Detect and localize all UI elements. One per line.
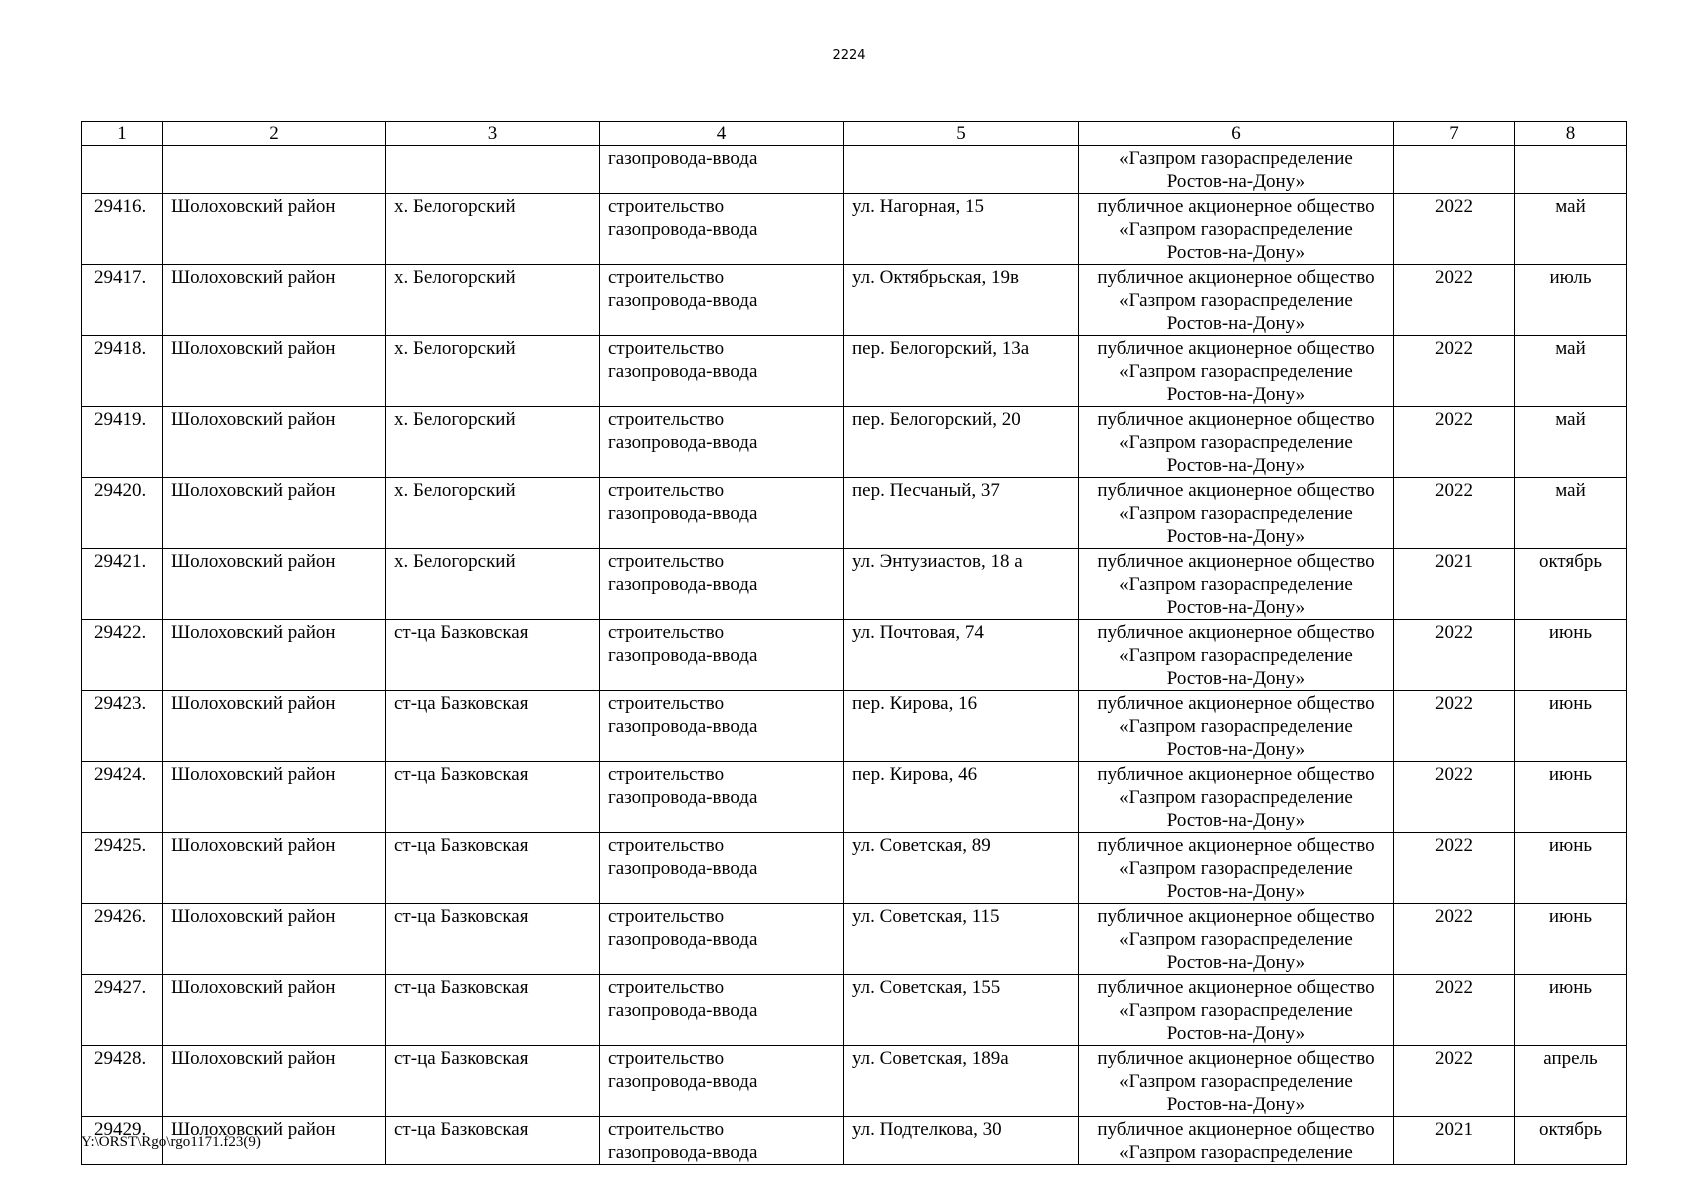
cell-work-line: газопровода-ввода <box>608 1000 758 1021</box>
cell-year: 2022 <box>1394 691 1515 762</box>
cell-organization-line: публичное акционерное общество <box>1097 622 1375 643</box>
cell-organization <box>1079 478 1394 549</box>
column-header: 4 <box>600 122 844 146</box>
cell-number: 29422. <box>82 620 163 691</box>
cell-work <box>600 407 844 478</box>
cell-month: май <box>1515 194 1627 265</box>
column-header: 5 <box>844 122 1079 146</box>
cell-address: ул. Энтузиастов, 18 а <box>844 549 1079 620</box>
table-row <box>82 904 1627 975</box>
cell-organization-line: «Газпром газораспределение <box>1119 148 1353 169</box>
cell-number: 29416. <box>82 194 163 265</box>
cell-month: май <box>1515 336 1627 407</box>
table-row <box>82 975 1627 1046</box>
cell-number: 29427. <box>82 975 163 1046</box>
cell-year: 2022 <box>1394 833 1515 904</box>
cell-organization-line: публичное акционерное общество <box>1097 835 1375 856</box>
cell-year: 2022 <box>1394 265 1515 336</box>
table-row <box>82 762 1627 833</box>
cell-organization-line: Ростов-на-Дону» <box>1166 242 1306 263</box>
cell-organization-line: Ростов-на-Дону» <box>1166 384 1306 405</box>
cell-organization-line: Ростов-на-Дону» <box>1166 526 1306 547</box>
table-row <box>82 833 1627 904</box>
cell-district: Шолоховский район <box>163 407 386 478</box>
cell-organization-line: публичное акционерное общество <box>1097 906 1375 927</box>
cell-organization-line: публичное акционерное общество <box>1097 764 1375 785</box>
cell-work-line: строительство <box>608 977 725 998</box>
cell-number: 29420. <box>82 478 163 549</box>
cell-number: 29423. <box>82 691 163 762</box>
cell-district: Шолоховский район <box>163 478 386 549</box>
cell-settlement: ст-ца Базковская <box>386 1046 600 1117</box>
cell-work <box>600 904 844 975</box>
cell-year <box>1394 146 1515 194</box>
cell-work-line: газопровода-ввода <box>608 219 758 240</box>
cell-organization <box>1079 904 1394 975</box>
cell-work-line: строительство <box>608 906 725 927</box>
cell-work-line: строительство <box>608 622 725 643</box>
cell-work <box>600 1117 844 1165</box>
column-header: 7 <box>1394 122 1515 146</box>
cell-organization-line: Ростов-на-Дону» <box>1166 171 1306 192</box>
cell-year: 2022 <box>1394 1046 1515 1117</box>
cell-number: 29429. <box>82 1117 163 1165</box>
cell-work-line: газопровода-ввода <box>608 148 758 169</box>
cell-year: 2022 <box>1394 904 1515 975</box>
cell-work <box>600 336 844 407</box>
cell-year: 2022 <box>1394 620 1515 691</box>
cell-address: ул. Подтелкова, 30 <box>844 1117 1079 1165</box>
cell-address: ул. Советская, 115 <box>844 904 1079 975</box>
cell-month: май <box>1515 407 1627 478</box>
cell-number: 29426. <box>82 904 163 975</box>
cell-work <box>600 762 844 833</box>
cell-address: ул. Почтовая, 74 <box>844 620 1079 691</box>
cell-number: 29419. <box>82 407 163 478</box>
cell-organization <box>1079 691 1394 762</box>
cell-organization-line: Ростов-на-Дону» <box>1166 952 1306 973</box>
cell-work-line: газопровода-ввода <box>608 361 758 382</box>
cell-address: ул. Советская, 155 <box>844 975 1079 1046</box>
cell-month: июль <box>1515 265 1627 336</box>
cell-settlement: ст-ца Базковская <box>386 691 600 762</box>
column-header: 3 <box>386 122 600 146</box>
cell-organization-line: Ростов-на-Дону» <box>1166 313 1306 334</box>
cell-address: пер. Кирова, 16 <box>844 691 1079 762</box>
cell-organization-line: Ростов-на-Дону» <box>1166 597 1306 618</box>
column-header: 2 <box>163 122 386 146</box>
cell-work-line: газопровода-ввода <box>608 645 758 666</box>
cell-work-line: газопровода-ввода <box>608 432 758 453</box>
cell-organization <box>1079 336 1394 407</box>
cell-address: пер. Кирова, 46 <box>844 762 1079 833</box>
cell-settlement: х. Белогорский <box>386 407 600 478</box>
table-row <box>82 194 1627 265</box>
cell-settlement: ст-ца Базковская <box>386 620 600 691</box>
cell-district: Шолоховский район <box>163 194 386 265</box>
cell-district: Шолоховский район <box>163 975 386 1046</box>
cell-organization-line: «Газпром газораспределение <box>1119 503 1353 524</box>
table-row <box>82 691 1627 762</box>
cell-district: Шолоховский район <box>163 265 386 336</box>
cell-work <box>600 691 844 762</box>
table-row <box>82 407 1627 478</box>
cell-year: 2022 <box>1394 762 1515 833</box>
cell-organization-line: Ростов-на-Дону» <box>1166 1094 1306 1115</box>
cell-work-line: строительство <box>608 551 725 572</box>
cell-organization-line: Ростов-на-Дону» <box>1166 881 1306 902</box>
cell-work-line: строительство <box>608 835 725 856</box>
cell-district: Шолоховский район <box>163 762 386 833</box>
cell-work <box>600 620 844 691</box>
cell-address: пер. Песчаный, 37 <box>844 478 1079 549</box>
cell-settlement: х. Белогорский <box>386 549 600 620</box>
cell-month: июнь <box>1515 833 1627 904</box>
cell-number: 29424. <box>82 762 163 833</box>
cell-organization-line: публичное акционерное общество <box>1097 267 1375 288</box>
cell-organization-line: «Газпром газораспределение <box>1119 716 1353 737</box>
cell-work-line: газопровода-ввода <box>608 787 758 808</box>
cell-work-line: строительство <box>608 267 725 288</box>
cell-work-line: строительство <box>608 1048 725 1069</box>
table-row <box>82 620 1627 691</box>
cell-month <box>1515 146 1627 194</box>
cell-organization-line: публичное акционерное общество <box>1097 1048 1375 1069</box>
footer-file-path: Y:\ORST\Rgo\rgo1171.f23(9) <box>81 1134 261 1150</box>
cell-month: июнь <box>1515 904 1627 975</box>
cell-settlement: ст-ца Базковская <box>386 904 600 975</box>
cell-organization <box>1079 549 1394 620</box>
cell-number: 29428. <box>82 1046 163 1117</box>
cell-number <box>82 146 163 194</box>
cell-organization <box>1079 265 1394 336</box>
column-header: 1 <box>82 122 163 146</box>
cell-work-line: газопровода-ввода <box>608 503 758 524</box>
cell-district: Шолоховский район <box>163 336 386 407</box>
cell-settlement <box>386 146 600 194</box>
cell-month: октябрь <box>1515 1117 1627 1165</box>
cell-organization-line: «Газпром газораспределение <box>1119 1071 1353 1092</box>
cell-district <box>163 146 386 194</box>
cell-organization-line: «Газпром газораспределение <box>1119 645 1353 666</box>
cell-work <box>600 478 844 549</box>
cell-month: апрель <box>1515 1046 1627 1117</box>
cell-work-line: строительство <box>608 409 725 430</box>
cell-organization-line: публичное акционерное общество <box>1097 480 1375 501</box>
cell-number: 29421. <box>82 549 163 620</box>
cell-settlement: ст-ца Базковская <box>386 1117 600 1165</box>
cell-address: ул. Нагорная, 15 <box>844 194 1079 265</box>
cell-work-line: строительство <box>608 338 725 359</box>
cell-year: 2022 <box>1394 975 1515 1046</box>
cell-organization <box>1079 146 1394 194</box>
cell-year: 2022 <box>1394 478 1515 549</box>
cell-month: октябрь <box>1515 549 1627 620</box>
table-row <box>82 478 1627 549</box>
page-number: 2224 <box>832 48 866 63</box>
cell-work-line: строительство <box>608 480 725 501</box>
cell-organization-line: Ростов-на-Дону» <box>1166 810 1306 831</box>
cell-year: 2021 <box>1394 1117 1515 1165</box>
cell-address: пер. Белогорский, 13а <box>844 336 1079 407</box>
cell-settlement: х. Белогорский <box>386 478 600 549</box>
column-header: 6 <box>1079 122 1394 146</box>
cell-month: май <box>1515 478 1627 549</box>
cell-organization-line: Ростов-на-Дону» <box>1166 1023 1306 1044</box>
cell-address: ул. Советская, 189а <box>844 1046 1079 1117</box>
table-row-continuation <box>82 146 1627 194</box>
cell-number: 29418. <box>82 336 163 407</box>
cell-year: 2021 <box>1394 549 1515 620</box>
cell-work <box>600 833 844 904</box>
cell-organization-line: «Газпром газораспределение <box>1119 219 1353 240</box>
cell-district: Шолоховский район <box>163 691 386 762</box>
cell-settlement: х. Белогорский <box>386 265 600 336</box>
cell-settlement: ст-ца Базковская <box>386 762 600 833</box>
cell-address: пер. Белогорский, 20 <box>844 407 1079 478</box>
cell-organization <box>1079 1046 1394 1117</box>
cell-organization <box>1079 975 1394 1046</box>
cell-organization-line: публичное акционерное общество <box>1097 196 1375 217</box>
table-row <box>82 265 1627 336</box>
cell-month: июнь <box>1515 762 1627 833</box>
cell-work-line: газопровода-ввода <box>608 290 758 311</box>
cell-work <box>600 265 844 336</box>
column-header: 8 <box>1515 122 1627 146</box>
cell-settlement: ст-ца Базковская <box>386 833 600 904</box>
cell-work-line: газопровода-ввода <box>608 858 758 879</box>
header-row <box>82 122 1627 146</box>
cell-district: Шолоховский район <box>163 833 386 904</box>
cell-settlement: х. Белогорский <box>386 336 600 407</box>
cell-organization-line: Ростов-на-Дону» <box>1166 739 1306 760</box>
cell-work-line: газопровода-ввода <box>608 1142 758 1163</box>
cell-organization-line: публичное акционерное общество <box>1097 551 1375 572</box>
cell-organization-line: Ростов-на-Дону» <box>1166 455 1306 476</box>
cell-work <box>600 146 844 194</box>
cell-month: июнь <box>1515 620 1627 691</box>
cell-work-line: газопровода-ввода <box>608 1071 758 1092</box>
cell-work <box>600 1046 844 1117</box>
cell-organization-line: публичное акционерное общество <box>1097 338 1375 359</box>
cell-work <box>600 975 844 1046</box>
cell-organization <box>1079 762 1394 833</box>
cell-organization-line: «Газпром газораспределение <box>1119 290 1353 311</box>
cell-year: 2022 <box>1394 407 1515 478</box>
cell-work-line: строительство <box>608 1119 725 1140</box>
cell-work-line: строительство <box>608 764 725 785</box>
table-row <box>82 1046 1627 1117</box>
cell-organization-line: публичное акционерное общество <box>1097 409 1375 430</box>
cell-district: Шолоховский район <box>163 549 386 620</box>
cell-work-line: строительство <box>608 693 725 714</box>
cell-district: Шолоховский район <box>163 1046 386 1117</box>
cell-work-line: строительство <box>608 196 725 217</box>
cell-organization-line: Ростов-на-Дону» <box>1166 668 1306 689</box>
cell-number: 29417. <box>82 265 163 336</box>
cell-month: июнь <box>1515 975 1627 1046</box>
cell-address <box>844 146 1079 194</box>
schedule-table <box>81 121 1627 1165</box>
cell-address: ул. Советская, 89 <box>844 833 1079 904</box>
cell-organization <box>1079 407 1394 478</box>
table-row <box>82 336 1627 407</box>
cell-organization <box>1079 194 1394 265</box>
cell-district: Шолоховский район <box>163 1117 386 1165</box>
cell-year: 2022 <box>1394 194 1515 265</box>
cell-number: 29425. <box>82 833 163 904</box>
cell-organization-line: публичное акционерное общество <box>1097 1119 1375 1140</box>
cell-settlement: х. Белогорский <box>386 194 600 265</box>
cell-organization-line: «Газпром газораспределение <box>1119 858 1353 879</box>
cell-organization-line: «Газпром газораспределение <box>1119 787 1353 808</box>
cell-organization-line: публичное акционерное общество <box>1097 977 1375 998</box>
table-row <box>82 1117 1627 1165</box>
table-row <box>82 549 1627 620</box>
cell-address: ул. Октябрьская, 19в <box>844 265 1079 336</box>
cell-organization-line: «Газпром газораспределение <box>1119 929 1353 950</box>
cell-work <box>600 194 844 265</box>
cell-organization-line: «Газпром газораспределение <box>1119 1000 1353 1021</box>
cell-settlement: ст-ца Базковская <box>386 975 600 1046</box>
cell-work-line: газопровода-ввода <box>608 716 758 737</box>
cell-organization-line: «Газпром газораспределение <box>1119 1142 1353 1163</box>
cell-month: июнь <box>1515 691 1627 762</box>
cell-organization <box>1079 620 1394 691</box>
cell-district: Шолоховский район <box>163 620 386 691</box>
cell-organization-line: «Газпром газораспределение <box>1119 432 1353 453</box>
cell-year: 2022 <box>1394 336 1515 407</box>
cell-organization-line: «Газпром газораспределение <box>1119 574 1353 595</box>
cell-organization-line: публичное акционерное общество <box>1097 693 1375 714</box>
cell-work-line: газопровода-ввода <box>608 929 758 950</box>
cell-work <box>600 549 844 620</box>
cell-organization-line: «Газпром газораспределение <box>1119 361 1353 382</box>
cell-work-line: газопровода-ввода <box>608 574 758 595</box>
cell-organization <box>1079 833 1394 904</box>
cell-organization <box>1079 1117 1394 1165</box>
cell-district: Шолоховский район <box>163 904 386 975</box>
